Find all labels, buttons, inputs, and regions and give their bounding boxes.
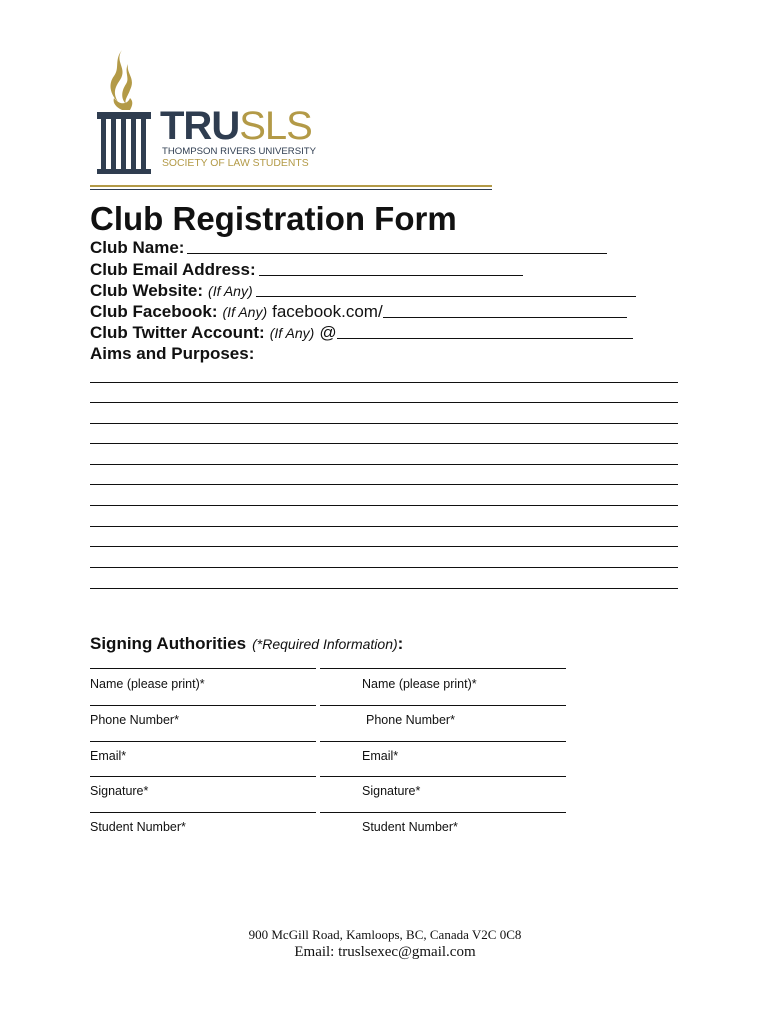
header-rule-gold bbox=[90, 185, 492, 187]
signer2-signature-label: Signature* bbox=[362, 784, 421, 798]
signer2-email-label: Email* bbox=[362, 749, 399, 763]
page-title: Club Registration Form bbox=[90, 200, 457, 237]
signer2-name-label: Name (please print)* bbox=[362, 677, 477, 691]
club-name-field bbox=[90, 237, 607, 259]
club-website-input-line[interactable] bbox=[256, 295, 636, 297]
signer2-student-number-label: Student Number* bbox=[362, 820, 458, 834]
club-twitter-label: Club Twitter Account: bbox=[90, 323, 265, 342]
club-facebook-note: (If Any) bbox=[222, 304, 268, 320]
signer1-signature-line[interactable] bbox=[90, 776, 316, 777]
aims-input-line[interactable] bbox=[90, 484, 678, 485]
signer2-email-line[interactable] bbox=[320, 741, 566, 742]
logo-wordmark bbox=[160, 106, 312, 146]
aims-input-line[interactable] bbox=[90, 588, 678, 589]
logo-university-name: THOMPSON RIVERS UNIVERSITY bbox=[162, 146, 317, 157]
logo-society-name: SOCIETY OF LAW STUDENTS bbox=[162, 158, 309, 169]
club-facebook-input-line[interactable] bbox=[383, 316, 627, 318]
signing-required-note: (*Required Information) bbox=[252, 636, 398, 652]
aims-input-line[interactable] bbox=[90, 505, 678, 506]
signer2-phone-label: Phone Number* bbox=[366, 713, 455, 727]
signer1-student-number-line[interactable] bbox=[90, 812, 316, 813]
club-email-field bbox=[90, 259, 523, 281]
aims-label: Aims and Purposes: bbox=[90, 344, 255, 363]
aims-input-line[interactable] bbox=[90, 382, 678, 383]
logo-wordmark-sls: SLS bbox=[239, 104, 312, 148]
club-facebook-prefix: facebook.com/ bbox=[272, 302, 383, 321]
footer-email: Email: truslsexec@gmail.com bbox=[294, 944, 476, 960]
signer1-phone-label: Phone Number* bbox=[90, 713, 179, 727]
signer1-email-label: Email* bbox=[90, 749, 127, 763]
torch-pillar-icon bbox=[92, 48, 162, 176]
signer1-student-number-label: Student Number* bbox=[90, 820, 186, 834]
signer1-name-label: Name (please print)* bbox=[90, 677, 205, 691]
club-name-label: Club Name: bbox=[90, 238, 185, 257]
club-website-label: Club Website: bbox=[90, 281, 204, 300]
logo-wordmark-tru: TRU bbox=[160, 104, 240, 148]
signer1-phone-line[interactable] bbox=[90, 705, 316, 706]
signing-heading-colon: : bbox=[397, 634, 404, 653]
tru-sls-logo bbox=[92, 48, 317, 176]
aims-input-line[interactable] bbox=[90, 402, 678, 403]
club-twitter-input-line[interactable] bbox=[337, 337, 633, 339]
signer1-email-line[interactable] bbox=[90, 741, 316, 742]
signing-authorities-heading bbox=[90, 632, 403, 656]
header-rule-navy bbox=[90, 189, 492, 190]
signer2-student-number-line[interactable] bbox=[320, 812, 566, 813]
signer2-name-line[interactable] bbox=[320, 668, 566, 669]
club-website-field bbox=[90, 280, 636, 302]
club-facebook-label: Club Facebook: bbox=[90, 302, 218, 321]
signer1-signature-label: Signature* bbox=[90, 784, 149, 798]
aims-field bbox=[90, 343, 254, 365]
club-email-label: Club Email Address: bbox=[90, 260, 256, 279]
club-name-input-line[interactable] bbox=[187, 252, 607, 254]
aims-input-line[interactable] bbox=[90, 464, 678, 465]
signer2-phone-line[interactable] bbox=[320, 705, 566, 706]
signer2-signature-line[interactable] bbox=[320, 776, 566, 777]
club-twitter-note: (If Any) bbox=[269, 325, 315, 341]
aims-input-line[interactable] bbox=[90, 443, 678, 444]
signing-heading-text: Signing Authorities bbox=[90, 634, 247, 653]
aims-input-line[interactable] bbox=[90, 567, 678, 568]
club-twitter-field bbox=[90, 322, 633, 344]
aims-input-line[interactable] bbox=[90, 423, 678, 424]
club-email-input-line[interactable] bbox=[259, 274, 523, 276]
club-twitter-prefix: @ bbox=[319, 323, 337, 342]
club-website-note: (If Any) bbox=[208, 283, 253, 299]
club-facebook-field bbox=[90, 301, 627, 323]
aims-input-line[interactable] bbox=[90, 546, 678, 547]
aims-input-line[interactable] bbox=[90, 526, 678, 527]
signer1-name-line[interactable] bbox=[90, 668, 316, 669]
footer-address: 900 McGill Road, Kamloops, BC, Canada V2C 0C8 bbox=[248, 927, 522, 942]
